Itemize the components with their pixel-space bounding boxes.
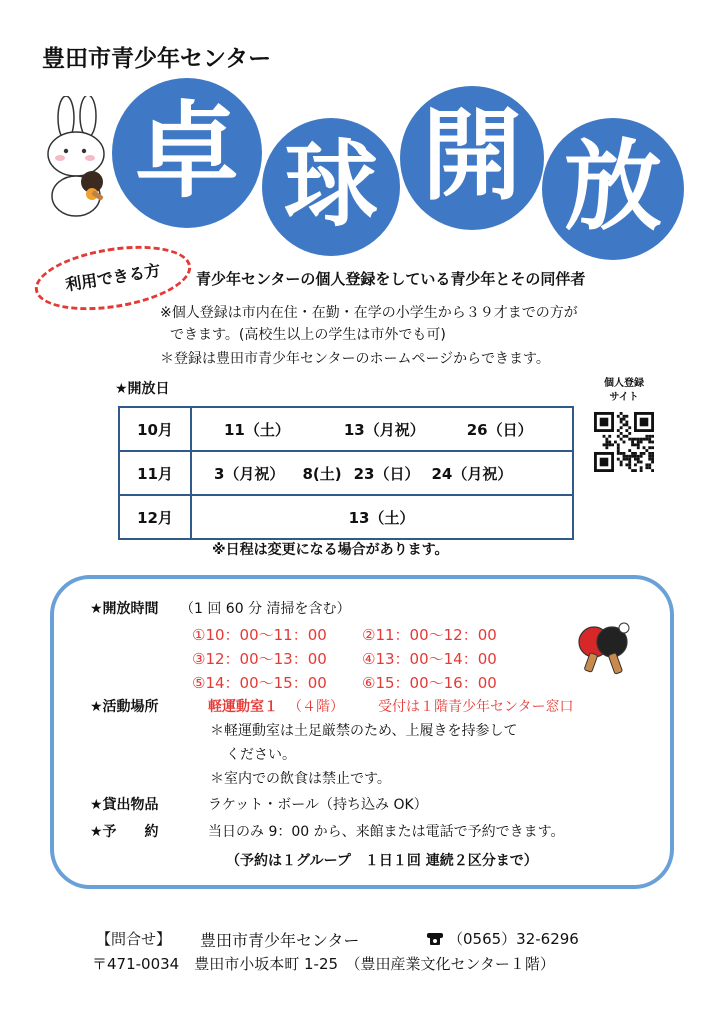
day: 24（月祝）	[431, 464, 513, 483]
month-cell: 11月	[119, 451, 191, 495]
place-floor: （４階）	[288, 699, 344, 715]
paddle-icon	[570, 620, 636, 686]
reserve-label: ★予 約	[90, 824, 159, 840]
note-line: できます。(高校生以上の学生は市外でも可)	[170, 327, 446, 343]
address: 〒471-0034 豊田市小坂本町 1-25 （豊田産業文化センター１階）	[92, 955, 555, 973]
table-row	[119, 451, 573, 495]
table-row	[119, 495, 573, 539]
contact-label: 【問合せ】	[96, 930, 172, 948]
time-slot: ①10：00〜11：00	[192, 626, 327, 644]
rental-text: ラケット・ボール（持ち込み OK）	[208, 797, 428, 813]
place-reception: 受付は１階青少年センター窓口	[378, 699, 574, 715]
eligibility-badge: 利用できる方	[30, 236, 195, 320]
phone-icon	[426, 930, 444, 946]
day: 26（日）	[466, 420, 533, 439]
day: 23（日）	[353, 464, 420, 483]
days-cell	[191, 407, 573, 451]
day: 3（月祝）	[214, 464, 285, 483]
table-row	[119, 407, 573, 451]
day: 8(土)	[302, 464, 342, 483]
schedule-table	[118, 406, 574, 540]
place-note: ＊軽運動室は土足厳禁のため、上履きを持参して	[210, 723, 518, 739]
time-slot: ④13：00〜14：00	[362, 650, 497, 668]
qr-label: 個人登録 サイト	[604, 378, 644, 403]
place-name: 軽運動室１	[208, 699, 278, 715]
days-cell: 13（土）	[191, 495, 573, 539]
day: 11（土）	[224, 420, 290, 439]
month-cell: 10月	[119, 407, 191, 451]
time-slot: ②11：00〜12：00	[362, 626, 497, 644]
contact-org: 豊田市青少年センター	[200, 931, 360, 950]
place-note: ＊室内での飲食は禁止です。	[210, 771, 391, 787]
days-cell	[191, 451, 573, 495]
title-circle-3: 開	[400, 86, 544, 230]
reserve-note: （予約は１グループ １日１回 連続２区分まで）	[226, 853, 538, 869]
eligible-users: 青少年センターの個人登録をしている青少年とその同伴者	[196, 270, 586, 288]
rabbit-illustration	[40, 96, 116, 218]
schedule-note: ※日程は変更になる場合があります。	[212, 542, 449, 558]
time-slot: ⑤14：00〜15：00	[192, 674, 327, 692]
note-line: ※個人登録は市内在住・在勤・在学の小学生から３９才までの方が	[160, 305, 578, 321]
title-circle-1: 卓	[112, 78, 262, 228]
time-slot: ③12：00〜13：00	[192, 650, 327, 668]
title-circle-2: 球	[262, 118, 400, 256]
rental-label: ★貸出物品	[90, 797, 159, 813]
place-note: ください。	[226, 747, 296, 763]
schedule-heading: ★開放日	[115, 381, 170, 397]
day: 13（月祝）	[343, 420, 425, 439]
contact-phone[interactable]: （0565）32-6296	[448, 930, 579, 948]
reserve-text: 当日のみ 9：00 から、来館または電話で予約できます。	[208, 824, 565, 840]
qr-code-image[interactable]	[594, 412, 654, 472]
time-slot: ⑥15：00〜16：00	[362, 674, 497, 692]
note-line: ＊登録は豊田市青少年センターのホームページからできます。	[160, 351, 550, 367]
title-circle-4: 放	[542, 118, 684, 260]
organizer-heading: 豊田市青少年センター	[42, 46, 272, 72]
month-cell: 12月	[119, 495, 191, 539]
place-label: ★活動場所	[90, 699, 159, 715]
hours-note: （1 回 60 分 清掃を含む）	[180, 601, 351, 617]
hours-label: ★開放時間	[90, 601, 159, 617]
